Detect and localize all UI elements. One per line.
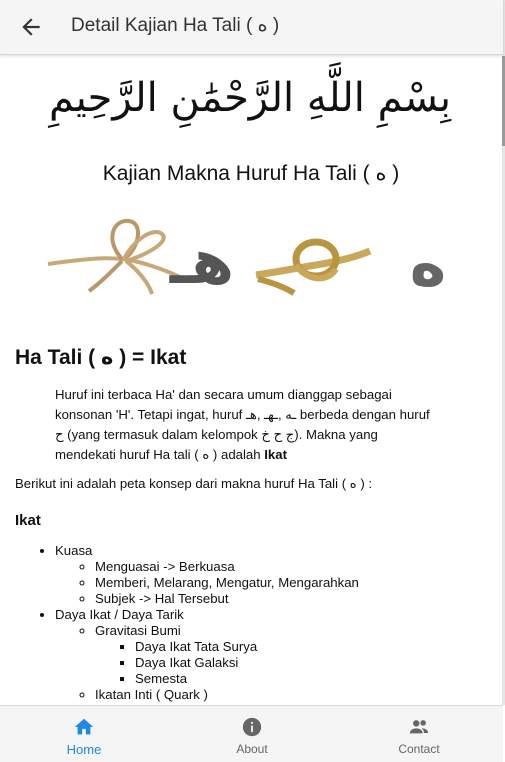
concept-list <box>0 543 502 703</box>
article-title: Kajian Makna Huruf Ha Tali ( ه ) <box>102 162 400 185</box>
bottom-navigation <box>0 705 503 762</box>
arrow-left-icon[interactable] <box>18 14 44 40</box>
list-item: ◦ Ikatan Inti ( Quark ) <box>95 687 502 703</box>
list-item-label: Kuasa <box>55 543 93 558</box>
nav-about-label: About <box>236 742 268 756</box>
nav-home-label: Home <box>66 742 102 757</box>
list-item-label: Gravitasi Bumi <box>95 623 181 638</box>
list-item: ◦ Subjek -> Hal Tersebut <box>95 591 502 607</box>
list-item: ◦ Memberi, Melarang, Mengatur, Mengarahkan <box>95 575 502 591</box>
svg-text:ه: ه <box>409 227 447 300</box>
sub-list <box>55 623 502 703</box>
concept-map <box>0 543 502 703</box>
info-icon <box>241 716 263 738</box>
concept-heading: Ikat <box>15 512 41 529</box>
sub-sub-list <box>95 639 502 687</box>
list-item <box>55 607 502 703</box>
contact-icon <box>408 716 430 738</box>
rope-bow-image <box>48 221 184 294</box>
sub-list <box>55 559 502 607</box>
list-item <box>95 623 502 687</box>
app-bar <box>0 0 503 55</box>
nav-contact[interactable] <box>335 706 503 762</box>
intro-text: Berikut ini adalah peta konsep dari makna huruf Ha Tali ( ه ) : <box>15 476 373 491</box>
list-item: ▪ Daya Ikat Tata Surya <box>135 639 502 655</box>
ha-letter-isolated-image <box>410 227 447 300</box>
section-heading: Ha Tali ( ه ) = Ikat <box>15 346 187 369</box>
page-title: Detail Kajian Ha Tali ( ه ) <box>71 15 280 36</box>
svg-text:هـ: هـ <box>169 225 235 298</box>
list-item <box>55 543 502 607</box>
description-text: Huruf ini terbaca Ha' dan secara umum dianggap sebagai konsonan 'H'. Tetapi ingat, huruf ـه ,ـهـ ,هـ berbeda dengan huruf ح (yang termasuk dalam kelompok ج ح خ). Makna yang mendekati huruf Ha tali ( ه ) adalah <box>55 387 430 462</box>
ha-letter-initial-image <box>169 225 234 298</box>
description-paragraph <box>55 385 435 465</box>
list-item: ◦ Menguasai -> Berkuasa <box>95 559 502 575</box>
bismillah-calligraphy: بِسْمِ اللَّهِ الرَّحْمَٰنِ الرَّحِيمِ <box>48 75 452 121</box>
nav-about[interactable] <box>168 706 336 762</box>
home-icon <box>73 716 95 738</box>
list-item-label: Daya Ikat / Daya Tarik <box>55 607 184 622</box>
list-item: ▪ Daya Ikat Galaksi <box>135 655 502 671</box>
illustration-strip <box>44 209 454 304</box>
rope-knot-image <box>256 242 370 293</box>
list-item: ▪ Semesta <box>135 671 502 687</box>
nav-home[interactable] <box>0 706 168 762</box>
article-content <box>0 55 502 705</box>
description-bold: Ikat <box>264 447 287 462</box>
nav-contact-label: Contact <box>398 742 440 756</box>
